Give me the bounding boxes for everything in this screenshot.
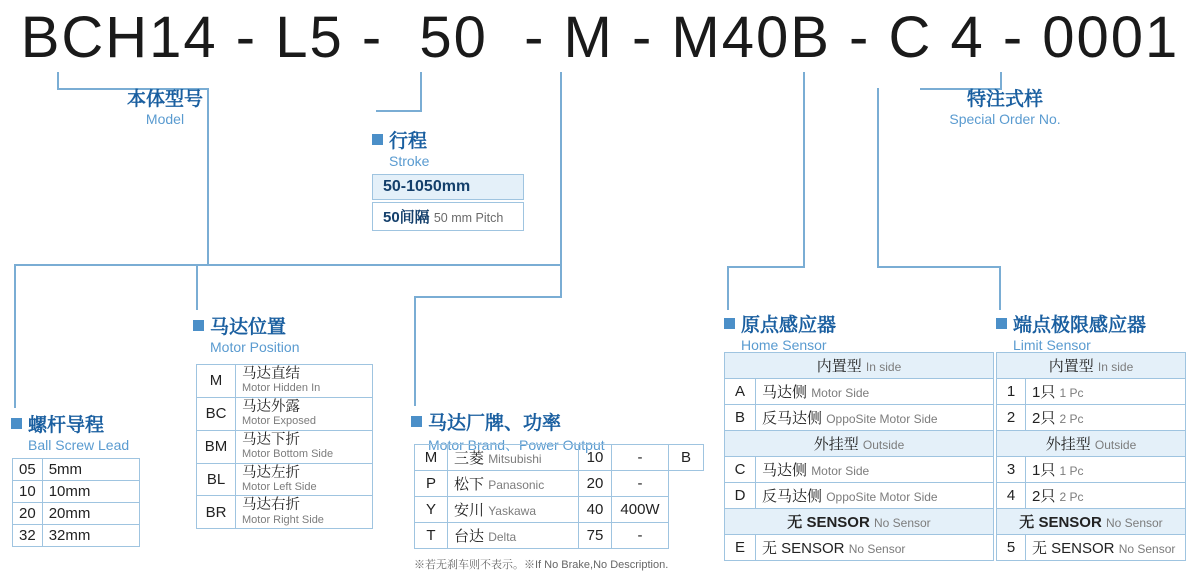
lead-key: 32 [13,525,43,547]
bullet-square-icon [411,416,422,427]
motor-position-key: BL [197,463,236,496]
home-sensor-cn: 无 SENSOR [762,540,845,557]
table-row [725,431,994,457]
group-title-stroke-en: Stroke [389,153,430,169]
table-row [997,457,1186,483]
limit-sensor-header-en: No Sensor [1105,516,1163,530]
leader-line-brand-v3 [560,72,562,298]
group-title-motor-position-cn: 马达位置 [210,317,287,338]
motor-position-desc [236,496,373,529]
lead-key: 05 [13,459,43,481]
table-row [13,525,140,547]
group-title-model [80,84,250,127]
home-sensor-cn: 马达侧 [762,462,808,479]
bullet-square-icon [372,134,383,145]
home-sensor-cn: 马达侧 [762,384,808,401]
motor-position-key: M [197,365,236,398]
group-title-home-sensor-en: Home Sensor [741,337,827,353]
table-row [197,463,373,496]
motor-position-cn: 马达直结 [242,366,300,382]
limit-sensor-header [997,509,1186,535]
motor-position-cn: 马达下折 [242,431,300,448]
home-sensor-en: Motor Side [811,386,870,400]
motor-position-key: BC [197,397,236,430]
limit-sensor-desc [1026,535,1186,561]
power-code: 10 [579,445,612,471]
home-sensor-cn: 反马达侧 [762,410,823,427]
table-row [997,379,1186,405]
limit-sensor-header-en: In side [1097,360,1134,374]
limit-sensor-en: 2 Pc [1059,412,1084,426]
limit-sensor-desc [1026,379,1186,405]
limit-sensor-cn: 2只 [1032,410,1056,427]
stroke-pitch-cn: 50间隔 [383,209,430,226]
power-code: 40 [579,497,612,523]
leader-line-home-v2 [727,266,729,310]
home-sensor-key: E [725,535,756,561]
motor-position-desc [236,397,373,430]
group-title-home-sensor-cn: 原点感应器 [741,315,837,336]
home-sensor-desc [756,405,994,431]
group-title-model-en: Model [145,111,185,127]
brand-en: Yaskawa [488,504,536,518]
home-sensor-header [725,353,994,379]
table-row [997,509,1186,535]
limit-sensor-key: 3 [997,457,1026,483]
group-title-motor-position [193,312,299,355]
leader-line-brand-v2 [414,296,416,406]
table-row [997,353,1186,379]
limit-sensor-desc [1026,483,1186,509]
brand-key: Y [415,497,448,523]
home-sensor-header-en: Outside [862,438,905,452]
leader-line-home-h [727,266,805,268]
home-sensor-desc [756,483,994,509]
motor-brand-note: ※若无刹车则不表示。※If No Brake,No Description. [414,559,669,571]
limit-sensor-key: 2 [997,405,1026,431]
leader-line-motorpos-h [196,264,562,266]
home-sensor-header-en: In side [865,360,902,374]
motor-brand-table [414,444,704,549]
leader-line-limit-v2 [999,266,1001,310]
motor-position-desc [236,430,373,463]
group-title-motor-position-en: Motor Position [210,339,300,355]
lead-key: 10 [13,481,43,503]
table-row [997,483,1186,509]
group-title-motor-brand-en: Motor Brand、Power Output [428,437,605,453]
table-row [725,457,994,483]
table-row [997,535,1186,561]
leader-line-motorpos-v2 [196,264,198,310]
motor-position-cn: 马达右折 [242,497,300,514]
limit-sensor-cn: 1只 [1032,384,1056,401]
group-title-stroke-cn: 行程 [389,131,428,152]
product-code: BCH14 - L5 - 50 - M - M40B - C 4 - 0001 [20,5,1180,70]
group-title-limit-sensor [996,310,1146,353]
limit-sensor-header [997,431,1186,457]
home-sensor-en: OppoSite Motor Side [826,412,938,426]
home-sensor-header-cn: 内置型 [816,358,862,375]
limit-sensor-key: 5 [997,535,1026,561]
table-row [725,379,994,405]
limit-sensor-header [997,353,1186,379]
bullet-square-icon [996,318,1007,329]
home-sensor-table [724,352,994,561]
brand-en: Panasonic [488,478,545,492]
home-sensor-en: No Sensor [848,542,906,556]
power-code: 75 [579,523,612,549]
motor-position-en: Motor Hidden In [242,382,321,395]
brand-key: T [415,523,448,549]
home-sensor-desc [756,379,994,405]
brand-cn: 松下 [454,476,485,493]
motor-position-key: BR [197,496,236,529]
table-row [415,471,704,497]
group-title-limit-sensor-en: Limit Sensor [1013,337,1091,353]
leader-line-stroke-h [376,110,422,112]
leader-line-lead-h1 [14,264,209,266]
brand-cn: 安川 [454,502,485,519]
leader-line-stroke [420,72,422,112]
motor-position-desc [236,365,373,398]
table-row [415,445,704,471]
limit-sensor-desc [1026,457,1186,483]
brake-code [669,471,704,497]
limit-sensor-en: 1 Pc [1059,464,1084,478]
home-sensor-header [725,509,994,535]
lead-value: 20mm [42,503,139,525]
limit-sensor-header-en: Outside [1094,438,1137,452]
stroke-pitch-box [372,202,524,231]
brand-name [448,523,579,549]
limit-sensor-en: No Sensor [1118,542,1176,556]
limit-sensor-cn: 2只 [1032,488,1056,505]
leader-line-home-v1 [803,72,805,268]
motor-position-table [196,364,373,529]
limit-sensor-header-cn: 外挂型 [1045,436,1091,453]
lead-value: 5mm [42,459,139,481]
group-title-ball-screw-lead [11,410,129,453]
motor-position-en: Motor Right Side [242,513,324,526]
brand-cn: 台达 [454,528,485,545]
table-row [197,397,373,430]
table-row [415,497,704,523]
home-sensor-key: A [725,379,756,405]
brand-key: P [415,471,448,497]
home-sensor-cn: 反马达侧 [762,488,823,505]
stroke-range-text: 50-1050mm [383,178,471,195]
home-sensor-header [725,431,994,457]
group-title-ball-screw-lead-cn: 螺杆导程 [28,415,105,436]
leader-line-lead-v2 [14,264,16,408]
table-row [13,481,140,503]
table-row [415,523,704,549]
group-title-motor-brand-cn: 马达厂牌、功率 [428,413,562,434]
table-row [197,496,373,529]
lead-value: 32mm [42,525,139,547]
home-sensor-header-cn: 无 SENSOR [787,514,870,531]
ball-screw-lead-table [12,458,140,547]
limit-sensor-cn: 无 SENSOR [1032,540,1115,557]
bullet-square-icon [11,418,22,429]
bullet-square-icon [724,318,735,329]
brand-en: Delta [488,530,517,544]
home-sensor-desc [756,457,994,483]
leader-line-limit-h [877,266,1001,268]
home-sensor-header-en: No Sensor [873,516,931,530]
power-code: 20 [579,471,612,497]
group-title-model-cn: 本体型号 [126,89,203,110]
leader-line-limit-v1 [877,88,879,268]
limit-sensor-cn: 1只 [1032,462,1056,479]
table-row [725,483,994,509]
group-title-special-order-en: Special Order No. [949,111,1061,127]
group-title-stroke [372,126,429,169]
home-sensor-key: C [725,457,756,483]
brand-en: Mitsubishi [488,452,542,466]
brake-code: B [669,445,704,471]
table-row [997,431,1186,457]
table-row [725,535,994,561]
power-watt: - [612,471,669,497]
limit-sensor-header-cn: 无 SENSOR [1019,514,1102,531]
motor-position-en: Motor Bottom Side [242,447,334,460]
group-title-ball-screw-lead-en: Ball Screw Lead [28,437,130,453]
table-row [197,430,373,463]
table-row [13,459,140,481]
leader-line-brand-h [414,296,562,298]
table-row [725,509,994,535]
brand-name [448,445,579,471]
power-watt: - [612,523,669,549]
group-title-special-order [910,84,1100,127]
lead-key: 20 [13,503,43,525]
motor-position-en: Motor Exposed [242,415,316,428]
group-title-limit-sensor-cn: 端点极限感应器 [1013,315,1147,336]
motor-position-desc [236,463,373,496]
home-sensor-key: B [725,405,756,431]
home-sensor-en: Motor Side [811,464,870,478]
limit-sensor-desc [1026,405,1186,431]
limit-sensor-header-cn: 内置型 [1048,358,1094,375]
table-row [725,353,994,379]
limit-sensor-table [996,352,1186,561]
brand-key: M [415,445,448,471]
motor-position-en: Motor Left Side [242,480,317,493]
home-sensor-en: OppoSite Motor Side [826,490,938,504]
lead-value: 10mm [42,481,139,503]
limit-sensor-key: 4 [997,483,1026,509]
home-sensor-header-cn: 外挂型 [813,436,859,453]
table-row [997,405,1186,431]
table-row [13,503,140,525]
bullet-square-icon [193,320,204,331]
home-sensor-key: D [725,483,756,509]
brand-name [448,471,579,497]
brand-name [448,497,579,523]
limit-sensor-en: 1 Pc [1059,386,1084,400]
motor-position-cn: 马达左折 [242,464,300,481]
group-title-special-order-cn: 特注式样 [966,89,1043,110]
group-title-home-sensor [724,310,836,353]
limit-sensor-en: 2 Pc [1059,490,1084,504]
power-watt: - [612,445,669,471]
brake-code [669,523,704,549]
motor-position-cn: 马达外露 [242,398,300,415]
stroke-range-box [372,174,524,200]
home-sensor-desc [756,535,994,561]
power-watt: 400W [612,497,669,523]
limit-sensor-key: 1 [997,379,1026,405]
table-row [197,365,373,398]
motor-position-key: BM [197,430,236,463]
table-row [725,405,994,431]
stroke-pitch-en: 50 mm Pitch [433,211,504,225]
brake-code [669,497,704,523]
brand-cn: 三菱 [454,450,485,467]
